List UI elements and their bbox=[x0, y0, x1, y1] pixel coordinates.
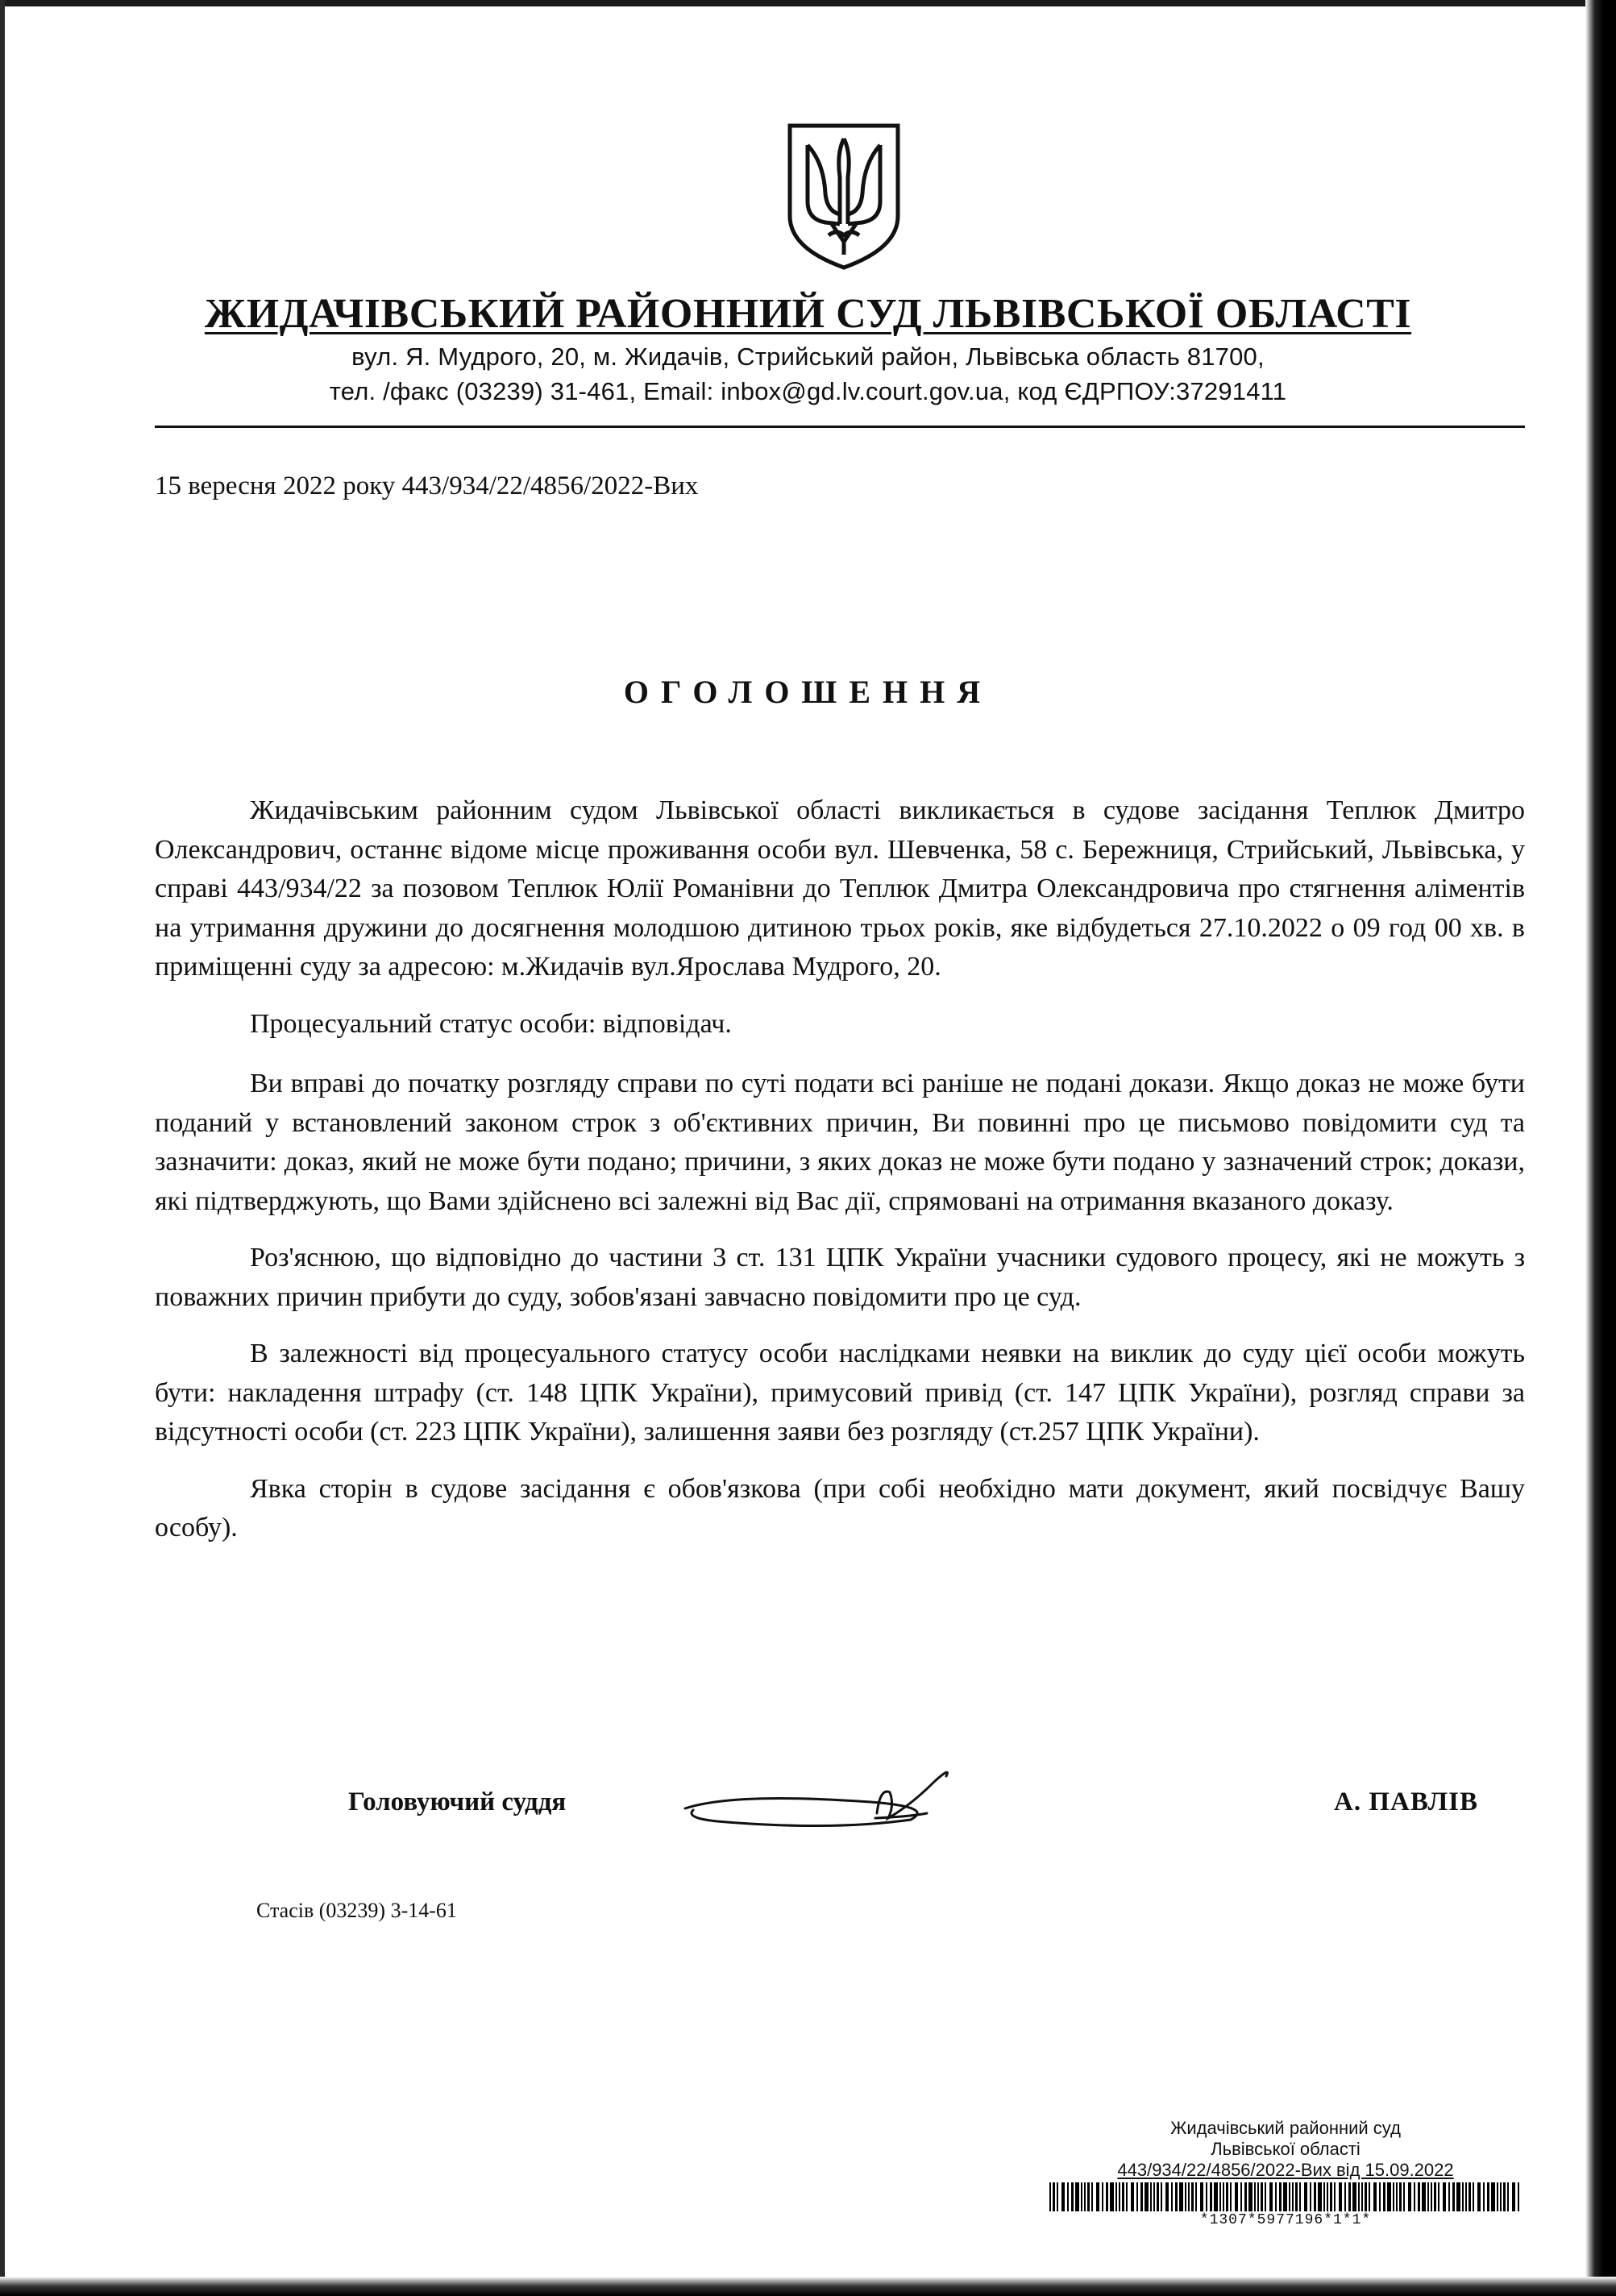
ukraine-coat-of-arms-icon bbox=[783, 121, 904, 271]
executor-contact: Стасів (03239) 3-14-61 bbox=[256, 1899, 457, 1922]
paragraph: Процесуальний статус особи: відповідач. bbox=[250, 1008, 732, 1039]
court-contacts: тел. /факс (03239) 31-461, Email: inbox@gd.lv.court.gov.ua, код ЄДРПОУ:37291411 bbox=[329, 377, 1287, 405]
barcode bbox=[1048, 2182, 1523, 2211]
announcement-body bbox=[155, 791, 1525, 1566]
scan-border-bottom bbox=[0, 2277, 1616, 2296]
signatory-role: Головуючий суддя bbox=[348, 1787, 567, 1816]
header-divider bbox=[155, 426, 1525, 428]
outgoing-reference: 15 вересня 2022 року 443/934/22/4856/2022-Вих bbox=[155, 471, 699, 500]
signatory-name: А. ПАВЛІВ bbox=[1334, 1787, 1479, 1816]
handwritten-signature bbox=[669, 1757, 1007, 1846]
registration-stamp bbox=[1048, 2118, 1523, 2231]
stamp-reference: 443/934/22/4856/2022-Вих від 15.09.2022 bbox=[1117, 2160, 1454, 2180]
paragraph: В залежності від процесуального статусу особи наслідками неявки на виклик до суду цієї особи можуть бути: накладення штрафу (ст. 148 ЦПК України), примусовий привід (ст. 147 ЦПК України), розгляд справи за відсутності особи (ст. 223 ЦПК України), залишення заяви без розгляду (ст.257 ЦПК України). bbox=[155, 1339, 1525, 1447]
paragraph: Жидачівським районним судом Львівської області викликається в судове засідання Теплюк Дмитро Олександрович, останнє відоме місце проживання особи вул. Шевченка, 58 с. Бережниця, Стрийський, Львівська, у справі 443/934/22 за позовом Теплюк Юлії Романівни до Теплюк Дмитра Олександровича про стягнення аліментів на утримання дружини до досягнення молодшою дитиною трьох років, яке відбудеться 27.10.2022 о 09 год 00 хв. в приміщенні суду за адресою: м.Жидачів вул.Ярослава Мудрого, 20. bbox=[155, 795, 1525, 982]
court-address: вул. Я. Мудрого, 20, м. Жидачів, Стрийський район, Львівська область 81700, bbox=[351, 343, 1265, 371]
paragraph: Ви вправі до початку розгляду справи по суті подати всі раніше не подані докази. Якщо доказ не може бути поданий у встановлений законом строк з об'єктивних причин, Ви повинні про це письмово повідомити суд та зазначити: доказ, який не може бути подано; причини, з яких доказ не може бути подано у зазначений строк; докази, які підтверджують, що Вами здійснено всі залежні від Вас дії, спрямовані на отримання вказаного доказу. bbox=[155, 1069, 1525, 1216]
document-title: ОГОЛОШЕННЯ bbox=[623, 674, 993, 710]
paragraph: Роз'яснюю, що відповідно до частини 3 ст. 131 ЦПК України учасники судового процесу, які не можуть з поважних причин прибути до суду, зобов'язані завчасно повідомити про це суд. bbox=[155, 1243, 1525, 1312]
barcode-number: *1307*5977196*1*1* bbox=[1199, 2212, 1372, 2228]
court-name-heading: ЖИДАЧІВСЬКИЙ РАЙОННИЙ СУД ЛЬВІВСЬКОЇ ОБЛАСТІ bbox=[204, 291, 1412, 337]
scan-border-top bbox=[0, 0, 1616, 6]
stamp-region: Львівської області bbox=[1211, 2139, 1361, 2159]
paragraph: Явка сторін в судове засідання є обов'язкова (при собі необхідно мати документ, який посвідчує Вашу особу). bbox=[155, 1473, 1525, 1542]
stamp-court-name: Жидачівський районний суд bbox=[1170, 2118, 1401, 2138]
